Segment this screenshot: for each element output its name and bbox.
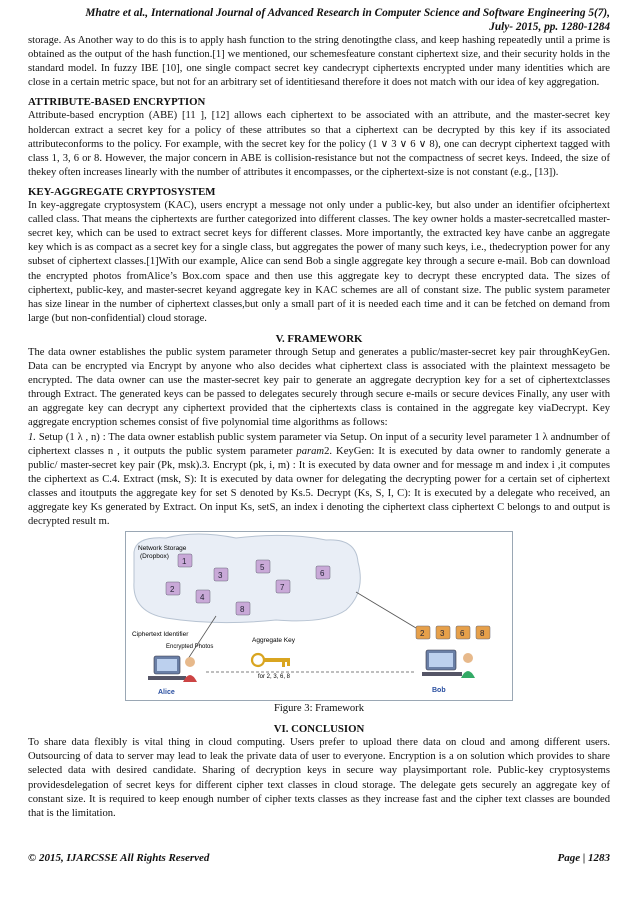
bob-file-3 xyxy=(436,626,450,639)
alice-computer-icon xyxy=(148,656,197,682)
aggregate-key-label: Aggregate Key xyxy=(252,637,296,645)
page-number: Page | 1283 xyxy=(557,852,610,864)
abe-heading: ATTRIBUTE-BASED ENCRYPTION xyxy=(28,96,206,109)
framework-text-a: Setup (1 λ , n) : The data owner establish public system parameter via Setup. On input of a security level parameter 1 λ andnumber of ciphertext classes n , it outputs the public system parameter xyxy=(28,431,610,457)
svg-text:8: 8 xyxy=(480,629,485,639)
bob-file-8 xyxy=(476,626,490,639)
bob-files-group xyxy=(416,626,490,639)
abe-paragraph: Attribute-based encryption (ABE) [11 ], [12] allows each ciphertext to be associated with an attribute, and the master-secret key holdercan extract a secret key for a policy of these attributes so that a ciphertext can be decrypted by this key if its associated attributeconforms to the policy. For example, with the secret key for the policy (1 ∨ 3 ∨ 6 ∨ 8), one can decrypt ciphertext tagged with class 1, 3, 6 or 8. However, the major concern in ABE is collision-resistance but not the compactness of secret keys. Indeed, the size of thekey often increases linearly with the number of attributes it encompasses, or the ciphertext-size is not constant (e.g., [13]). xyxy=(28,110,610,178)
kac-heading: KEY-AGGREGATE CRYPTOSYSTEM xyxy=(28,185,216,198)
cloud-file-4 xyxy=(196,590,210,603)
paper-page xyxy=(28,6,610,821)
header-line-2: July- 2015, pp. 1280-1284 xyxy=(489,21,610,33)
svg-text:2: 2 xyxy=(170,585,175,595)
cloud-file-7 xyxy=(276,580,290,593)
aggregate-key-for-label: for 2, 3, 6, 8 xyxy=(258,674,291,681)
page-footer xyxy=(28,852,610,864)
bob-file-2 xyxy=(416,626,430,639)
intro-paragraph: storage. As Another way to do this is to apply hash function to the string denotingthe class, and keep hashing repeatedly until a prime is obtained as the output of the hash function.[1] we mentioned, our schemesfeature constant ciphertext size, and their security holds in the standard model. In fuzzy IBE [10], one single compact secret key candecrypt ciphertexts encrypted under many identities which are close in a certain metric space, but not for an arbitrary set of identitiesand therefore it does not match with our idea of key aggregation. xyxy=(28,35,610,89)
kac-paragraph: In key-aggregate cryptosystem (KAC), users encrypt a message not only under a public-key, but also under an identifier ofciphertext called class. That means the ciphertexts are further categorized into different classes. The key owner holds a master-secretcalled master-secret key, which can be used to extract secret keys for different classes. More importantly, the extracted key have canbe an aggregate key which is as compact as a secret key for a single class, but aggregates the power of many such keys, i.e., thedecryption power for any subset of ciphertext classes.[1]With our example, Alice can send Bob a single aggregate key through a secure e-mail. Bob can download the encrypted photos fromAlice’s Box.com space and then use this aggregate key to decrypt these encrypted data. The sizes of ciphertext, public-key, and master-secret keyand aggregate key in KAC schemes are all of constant size. The public system parameter has size linear in the number of ciphertext classes,but only a small part of it is needed each time and it can be fetched on demand from large (but non-confidential) cloud storage. xyxy=(28,200,610,324)
cloud-file-2 xyxy=(166,582,180,595)
svg-text:3: 3 xyxy=(218,571,223,581)
running-header xyxy=(28,6,610,34)
copyright-text: © 2015, IJARCSSE All Rights Reserved xyxy=(28,852,210,864)
cloud-file-8 xyxy=(236,602,250,615)
framework-heading: V. FRAMEWORK xyxy=(275,332,363,345)
framework-text-b: 2. KeyGen: It is executed by data owner to randomly generate a public/ master-secret key pair (Pk, msk).3. Encrypt (pk, i, m) : It is executed by data owner and for message m and index i ,it computes the ciphertext as C.4. Extract (msk, S): It is executed by data owner for delegating the decrypting power for a certain set of ciphertext classes and itoutputs the aggregate key for set S denoted by Ks.5. Decrypt (Ks, S, I, C): It is executed by a delegate who received, an aggregate key Ks generated by Extract. On input Ks, setS, an index i denoting the ciphertext class ciphertext C belongs to and output is decrypted result m. xyxy=(28,445,610,528)
arrow-alice-to-cloud xyxy=(186,616,216,662)
ciphertext-identifier-label: Ciphertext Identifier xyxy=(132,631,189,639)
network-label-2: (Dropbox) xyxy=(140,553,169,561)
cloud-file-6 xyxy=(316,566,330,579)
figure-caption: Figure 3: Framework xyxy=(273,703,365,715)
arrow-cloud-to-bob xyxy=(356,592,416,628)
conclusion-paragraph: To share data flexibly is vital thing in cloud computing. Users prefer to upload there data on cloud and among different users. Outsourcing of data to server may lead to leak the private data of user to everyone. Encryption is a on solution which provides to share selected data with desired candidate. Sharing of decryption keys in secure way playsimportant role. Public-key cryptosystems providesdelegation of secret keys for different cipher text classes in cloud storage. The delegate gets securely an aggregate key of constant size. It is required to keep enough number of cipher texts classes as they increase fast and the cipher text classes are bounded that is the limitation. xyxy=(28,737,610,819)
bob-computer-icon xyxy=(422,650,475,678)
cloud-file-3 xyxy=(214,568,228,581)
svg-text:5: 5 xyxy=(260,563,265,573)
alice-label: Alice xyxy=(158,689,175,697)
framework-paragraph-2 xyxy=(28,431,610,530)
framework-figure xyxy=(125,531,513,701)
bob-file-6 xyxy=(456,626,470,639)
svg-text:2: 2 xyxy=(420,629,425,639)
conclusion-heading: VI. CONCLUSION xyxy=(273,723,365,736)
svg-text:6: 6 xyxy=(460,629,465,639)
svg-text:1: 1 xyxy=(182,557,187,567)
cloud-file-1 xyxy=(178,554,192,567)
figure-3 xyxy=(28,531,610,716)
svg-text:6: 6 xyxy=(320,569,325,579)
cloud-file-5 xyxy=(256,560,270,573)
param-term: param xyxy=(296,445,325,457)
svg-text:7: 7 xyxy=(280,583,285,593)
svg-text:8: 8 xyxy=(240,605,245,615)
list-number: 1. xyxy=(28,431,36,443)
framework-paragraph-1: The data owner establishes the public system parameter through Setup and generates a public/master-secret key pair throughKeyGen. Data can be encrypted via Encrypt by anyone who also decides what ciphertext class is associated with the plaintext messageto be encrypted. The data owner can use the master-secret key pair to generate an aggregate decryption key for a set of ciphertextclasses through Extract. The generated keys can be passed to delegates securely through secure e-mails or secure devices Finally, any user with an aggregate key can decrypt any ciphertext provided that the ciphertexts class is contained in the aggregate key viaDecrypt. Key aggregate encryption schemes consist of five polynomial time algorithms as follows: xyxy=(28,346,610,429)
network-label-1: Network Storage xyxy=(138,545,187,553)
svg-text:4: 4 xyxy=(200,593,205,603)
encrypted-photos-label: Encrypted Photos xyxy=(166,644,214,651)
svg-text:3: 3 xyxy=(440,629,445,639)
key-icon xyxy=(252,654,290,667)
bob-label: Bob xyxy=(432,687,446,695)
header-line-1: Mhatre et al., International Journal of Advanced Research in Computer Science and Software Engineering 5(7), xyxy=(85,7,610,19)
